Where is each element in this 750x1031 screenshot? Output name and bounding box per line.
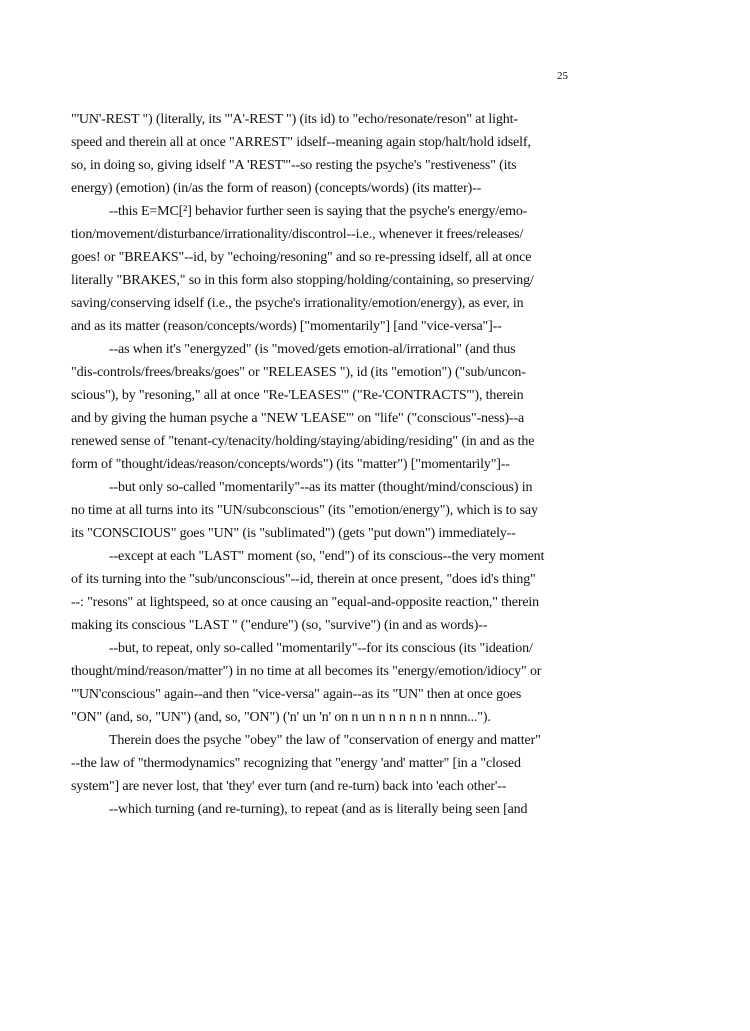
text-line: system"] are never lost, that 'they' ever turn (and re-turn) back into 'each other'--	[71, 779, 507, 794]
text-line: saving/conserving idself (i.e., the psyche's irrationality/emotion/energy), as ever, in	[71, 296, 524, 311]
text-line: of its turning into the "sub/unconscious"--id, therein at once present, "does id's thing"	[71, 572, 536, 587]
text-line: speed and therein all at once "ARREST" idself--meaning again stop/halt/hold idself,	[71, 135, 531, 150]
text-line: renewed sense of "tenant-cy/tenacity/holding/staying/abiding/residing" (in and as the	[71, 434, 535, 449]
text-line: --except at each "LAST" moment (so, "end") of its conscious--the very moment	[109, 549, 545, 564]
text-line: goes! or "BREAKS"--id, by "echoing/resoning" and so re-pressing idself, all at once	[71, 250, 532, 265]
text-line: no time at all turns into its "UN/subconscious" (its "emotion/energy"), which is to say	[71, 503, 538, 518]
text-line: --but, to repeat, only so-called "momentarily"--for its conscious (its "ideation/	[109, 641, 533, 656]
text-line: "ON" (and, so, "UN") (and, so, "ON") ('n' un 'n' on n un n n n n n n nnnn...").	[71, 710, 491, 725]
text-line: tion/movement/disturbance/irrationality/discontrol--i.e., whenever it frees/releases/	[71, 227, 524, 242]
text-line: energy) (emotion) (in/as the form of reason) (concepts/words) (its matter)--	[71, 181, 482, 196]
text-line: --the law of "thermodynamics" recognizing that "energy 'and' matter" [in a "closed	[71, 756, 521, 771]
text-line: scious"), by "resoning," all at once "Re-'LEASES'" ("Re-'CONTRACTS'"), therein	[71, 388, 524, 403]
text-line: --: "resons" at lightspeed, so at once causing an "equal-and-opposite reaction," therein	[71, 595, 540, 610]
text-line: "'UN'conscious" again--and then "vice-versa" again--as its "UN" then at once goes	[71, 687, 522, 702]
text-line: --which turning (and re-turning), to repeat (and as is literally being seen [and	[109, 802, 528, 817]
text-line: literally "BRAKES," so in this form also stopping/holding/containing, so preserving/	[71, 273, 534, 288]
text-line: "dis-controls/frees/breaks/goes" or "RELEASES "), id (its "emotion") ("sub/uncon-	[71, 365, 526, 380]
text-line: --this E=MC[²] behavior further seen is saying that the psyche's energy/emo-	[109, 204, 528, 219]
text-line: making its conscious "LAST " ("endure") (so, "survive") (in and as words)--	[71, 618, 488, 633]
text-line: Therein does the psyche "obey" the law of "conservation of energy and matter"	[109, 733, 541, 748]
text-line: --but only so-called "momentarily"--as its matter (thought/mind/conscious) in	[109, 480, 533, 495]
page-number: 25	[557, 70, 568, 82]
text-line: so, in doing so, giving idself "A 'REST'"--so resting the psyche's "restiveness" (its	[71, 158, 517, 173]
text-line: form of "thought/ideas/reason/concepts/words") (its "matter") ["momentarily"]--	[71, 457, 510, 472]
text-line: and by giving the human psyche a "NEW 'LEASE'" on "life" ("conscious"-ness)--a	[71, 411, 525, 426]
text-line: and as its matter (reason/concepts/words) ["momentarily"] [and "vice-versa"]--	[71, 319, 502, 334]
text-line: --as when it's "energyzed" (is "moved/gets emotion-al/irrational" (and thus	[109, 342, 516, 357]
body-text	[71, 108, 619, 821]
text-line: thought/mind/reason/matter") in no time at all becomes its "energy/emotion/idiocy" or	[71, 664, 542, 679]
text-line: its "CONSCIOUS" goes "UN" (is "sublimated") (gets "put down") immediately--	[71, 526, 516, 541]
text-line: "'UN'-REST ") (literally, its "'A'-REST ") (its id) to "echo/resonate/reson" at light-	[71, 112, 518, 127]
